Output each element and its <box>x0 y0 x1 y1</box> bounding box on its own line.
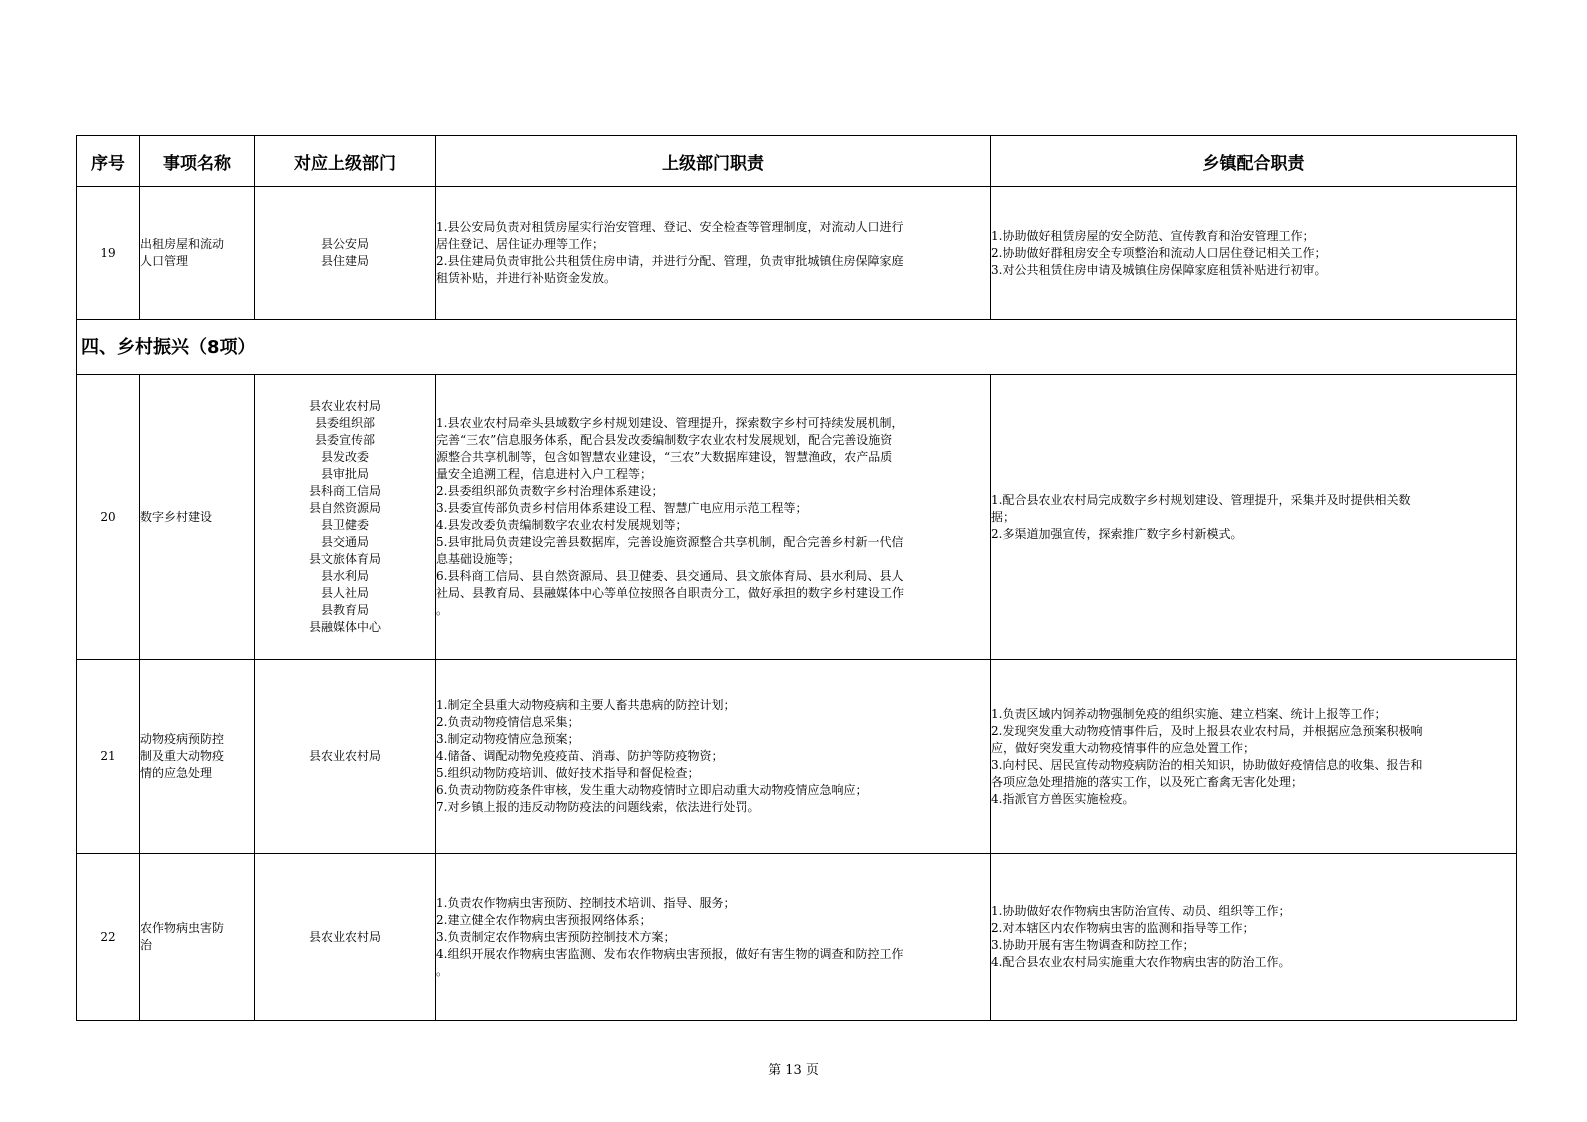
upper-duties-line: 社局、县教育局、县融媒体中心等单位按照各自职责分工，做好承担的数字乡村建设工作 <box>436 586 905 600</box>
table-row <box>77 854 1517 1021</box>
table-row <box>77 375 1517 660</box>
town-duties-line: 1.协助做好租赁房屋的安全防范、宣传教育和治安管理工作； <box>991 228 1315 243</box>
upper-dept-line: 县住建局 <box>320 254 369 268</box>
upper-dept-line: 县审批局 <box>320 467 369 481</box>
upper-duties-line: 2.县委组织部负责数字乡村治理体系建设； <box>436 484 664 498</box>
town-duties <box>991 660 1517 854</box>
upper-duties <box>436 375 991 660</box>
upper-dept-line: 县农业农村局 <box>308 749 381 763</box>
upper-duties-line: 5.组织动物防疫培训、做好技术指导和督促检查； <box>436 766 700 780</box>
town-duties-line: 3.协助开展有害生物调查和防控工作； <box>991 938 1195 952</box>
upper-dept-line: 县融媒体中心 <box>308 620 381 634</box>
upper-duties-line: 6.县科商工信局、县自然资源局、县卫健委、县交通局、县文旅体育局、县水利局、县人 <box>436 569 904 583</box>
upper-duties-line: 租赁补贴，并进行补贴资金发放。 <box>436 271 617 285</box>
upper-dept-line: 县教育局 <box>320 603 369 617</box>
item-name-line: 治 <box>140 938 153 952</box>
upper-dept <box>255 854 436 1021</box>
header-num: 序号 <box>77 136 140 187</box>
upper-duties-line: 2.建立健全农作物病虫害预报网络体系； <box>436 912 652 927</box>
item-name-line: 农作物病虫害防 <box>140 921 225 935</box>
upper-duties <box>436 854 991 1021</box>
header-upper-duties: 上级部门职责 <box>436 136 991 187</box>
upper-duties-line: 。 <box>436 963 449 978</box>
upper-duties-line: 2.县住建局负责审批公共租赁住房申请，并进行分配、管理，负责审批城镇住房保障家庭 <box>436 254 904 268</box>
upper-duties-line: 5.县审批局负责建设完善县数据库，完善设施资源整合共享机制，配合完善乡村新一代信 <box>436 535 904 549</box>
upper-dept-line: 县卫健委 <box>320 518 369 532</box>
upper-duties-line: 3.负责制定农作物病虫害预防控制技术方案； <box>436 929 676 944</box>
town-duties-line: 2.对本辖区内农作物病虫害的监测和指导等工作； <box>991 921 1255 935</box>
upper-duties-line: 源整合共享机制等，包含如智慧农业建设，“三农”大数据库建设，智慧渔政，农产品质 <box>436 450 893 464</box>
header-item-name: 事项名称 <box>140 136 255 187</box>
upper-duties-line: 息基础设施等； <box>436 552 521 566</box>
upper-duties-line: 3.制定动物疫情应急预案； <box>436 732 580 746</box>
upper-dept-line: 县公安局 <box>320 237 369 251</box>
row-number: 20 <box>77 375 140 660</box>
upper-duties-line: 7.对乡镇上报的违反动物防疫法的问题线索，依法进行处罚。 <box>436 800 760 814</box>
town-duties-line: 各项应急处理措施的落实工作，以及死亡畜禽无害化处理； <box>991 774 1304 789</box>
upper-dept <box>255 660 436 854</box>
town-duties <box>991 187 1517 320</box>
header-town-duties: 乡镇配合职责 <box>991 136 1517 187</box>
upper-dept-line: 县自然资源局 <box>308 501 381 515</box>
town-duties-line: 据； <box>991 509 1016 524</box>
upper-duties-line: 3.县委宣传部负责乡村信用体系建设工程、智慧广电应用示范工程等； <box>436 501 808 515</box>
upper-dept-line: 县文旅体育局 <box>308 552 381 566</box>
upper-dept-line: 县水利局 <box>320 569 369 583</box>
header-upper-dept: 对应上级部门 <box>255 136 436 187</box>
town-duties-line: 应，做好突发重大动物疫情事件的应急处置工作； <box>991 740 1256 755</box>
upper-duties-line: 6.负责动物防疫条件审核，发生重大动物疫情时立即启动重大动物疫情应急响应； <box>436 783 868 797</box>
upper-dept-line: 县委组织部 <box>314 416 375 430</box>
upper-dept <box>255 187 436 320</box>
upper-dept-line: 县委宣传部 <box>314 433 375 447</box>
town-duties-line: 3.对公共租赁住房申请及城镇住房保障家庭租赁补贴进行初审。 <box>991 262 1327 277</box>
upper-duties-line: 1.县农业农村局牵头县域数字乡村规划建设、管理提升，探索数字乡村可持续发展机制， <box>436 416 904 430</box>
town-duties <box>991 375 1517 660</box>
item-name <box>140 854 255 1021</box>
item-name-line: 制及重大动物疫 <box>140 749 225 763</box>
town-duties-line: 1.协助做好农作物病虫害防治宣传、动员、组织等工作； <box>991 904 1291 918</box>
upper-duties-line: 1.制定全县重大动物疫病和主要人畜共患病的防控计划； <box>436 698 736 712</box>
upper-duties-line: 4.储备、调配动物免疫疫苗、消毒、防护等防疫物资； <box>436 749 724 763</box>
row-number: 19 <box>77 187 140 320</box>
town-duties-line: 1.负责区域内饲养动物强制免疫的组织实施、建立档案、统计上报等工作； <box>991 706 1387 721</box>
upper-duties-line: 1.负责农作物病虫害预防、控制技术培训、指导、服务； <box>436 895 736 910</box>
upper-duties-line: 4.组织开展农作物病虫害监测、发布农作物病虫害预报，做好有害生物的调查和防控工作 <box>436 946 904 961</box>
town-duties-line: 2.多渠道加强宣传，探索推广数字乡村新模式。 <box>991 526 1243 541</box>
town-duties-line: 4.配合县农业农村局实施重大农作物病虫害的防治工作。 <box>991 955 1291 969</box>
responsibility-table <box>76 135 1517 1021</box>
town-duties-line: 4.指派官方兽医实施检疫。 <box>991 791 1135 806</box>
item-name <box>140 660 255 854</box>
upper-duties-line: 居住登记、居住证办理等工作； <box>436 237 605 251</box>
item-name-line: 出租房屋和流动 <box>140 237 225 251</box>
upper-duties-line: 完善“三农”信息服务体系，配合县发改委编制数字农业农村发展规划，配合完善设施资 <box>436 433 893 447</box>
header-row <box>77 136 1517 187</box>
upper-dept-line: 县交通局 <box>320 535 369 549</box>
row-number: 21 <box>77 660 140 854</box>
section-title: 四、乡村振兴（8项） <box>77 320 1517 375</box>
item-name-line: 人口管理 <box>140 254 189 268</box>
item-name-line: 动物疫病预防控 <box>140 732 225 746</box>
upper-dept-line: 县人社局 <box>320 586 369 600</box>
upper-duties-line: 4.县发改委负责编制数字农业农村发展规划等； <box>436 518 688 532</box>
upper-dept <box>255 375 436 660</box>
page-number: 第 13 页 <box>768 1063 819 1078</box>
town-duties-line: 1.配合县农业农村局完成数字乡村规划建设、管理提升，采集并及时提供相关数 <box>991 492 1411 507</box>
upper-duties-line: 2.负责动物疫情信息采集； <box>436 715 580 729</box>
upper-dept-line: 县农业农村局 <box>308 399 381 413</box>
upper-duties <box>436 187 991 320</box>
upper-duties-line: 1.县公安局负责对租赁房屋实行治安管理、登记、安全检查等管理制度，对流动人口进行 <box>436 220 904 234</box>
upper-duties-line: 量安全追溯工程，信息进村入户工程等； <box>436 467 653 481</box>
town-duties-line: 3.向村民、居民宣传动物疫病防治的相关知识，协助做好疫情信息的收集、报告和 <box>991 757 1423 772</box>
upper-dept-line: 县发改委 <box>320 450 369 464</box>
row-number: 22 <box>77 854 140 1021</box>
item-name <box>140 187 255 320</box>
table-row <box>77 187 1517 320</box>
item-name <box>140 375 255 660</box>
table-row <box>77 660 1517 854</box>
upper-dept-line: 县科商工信局 <box>308 484 381 498</box>
town-duties-line: 2.协助做好群租房安全专项整治和流动人口居住登记相关工作； <box>991 245 1327 260</box>
upper-duties <box>436 660 991 854</box>
section-row <box>77 320 1517 375</box>
town-duties <box>991 854 1517 1021</box>
item-name-line: 情的应急处理 <box>140 766 213 780</box>
item-name-line: 数字乡村建设 <box>140 509 213 524</box>
town-duties-line: 2.发现突发重大动物疫情事件后，及时上报县农业农村局，并根据应急预案积极响 <box>991 723 1423 738</box>
upper-duties-line: 。 <box>436 603 449 617</box>
upper-dept-line: 县农业农村局 <box>308 929 381 944</box>
